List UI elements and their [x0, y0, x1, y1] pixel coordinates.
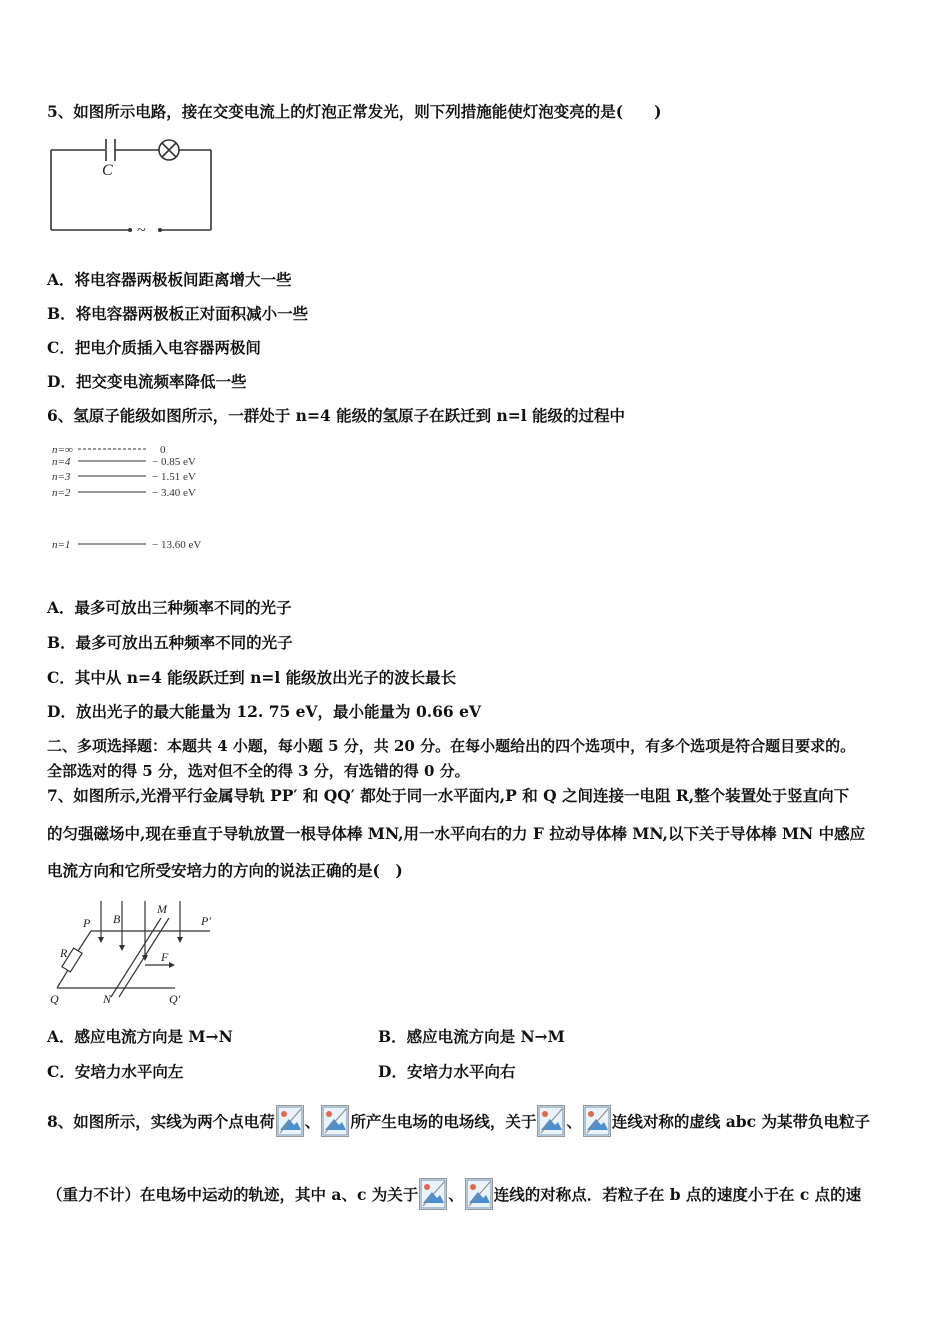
image-placeholder-icon [465, 1178, 493, 1210]
q7-option-c: C．安培力水平向左 [47, 1062, 184, 1081]
energy-level-diagram [48, 440, 228, 560]
q6-option-c: C．其中从 n=4 能级跃迁到 n=l 能级放出光子的波长最长 [47, 668, 457, 687]
label-M: M [157, 902, 167, 916]
capacitor-label: C [102, 162, 113, 179]
level-energy-3: − 1.51 eV [152, 471, 196, 483]
q6-option-d: D．放出光子的最大能量为 12. 75 eV，最小能量为 0.66 eV [47, 702, 481, 721]
level-label-inf: n=∞ [52, 444, 73, 456]
image-placeholder-icon [537, 1105, 565, 1137]
level-label-1: n=1 [52, 539, 71, 551]
section2-line1: 二、多项选择题：本题共 4 小题，每小题 5 分，共 20 分。在每小题给出的四个选项中，有多个选项是符合题目要求的。 [47, 737, 856, 755]
image-placeholder-icon [419, 1178, 447, 1210]
q5-option-c: C．把电介质插入电容器两极间 [47, 338, 261, 357]
q7-option-b: B．感应电流方向是 N→M [378, 1027, 565, 1046]
q8-text-5: 连线的对称点．若粒子在 b 点的速度小于在 c 点的速 [493, 1185, 862, 1204]
q6-stem: 6、氢原子能级如图所示，一群处于 n=4 能级的氢原子在跃迁到 n=l 能级的过程中 [47, 406, 626, 425]
label-P: P [83, 916, 91, 930]
q5-circuit-diagram [45, 135, 220, 240]
q8-text-3: 连线对称的虚线 abc 为某带负电粒子 [611, 1112, 870, 1131]
q8-text-2: 所产生电场的电场线，关于 [350, 1112, 537, 1131]
q8-text-4: （重力不计）在电场中运动的轨迹，其中 a、c 为关于 [47, 1185, 419, 1204]
ac-source-label: ~ [137, 222, 146, 239]
q8-line2 [47, 1178, 861, 1211]
q8-sep-1: 、 [304, 1112, 321, 1131]
q7-line1: 7、如图所示,光滑平行金属导轨 PP′ 和 QQ′ 都处于同一水平面内,P 和 Q 之间连接一电阻 R,整个装置处于竖直向下 [47, 786, 850, 805]
label-F: F [161, 950, 169, 964]
label-N: N [103, 992, 112, 1006]
label-Q: Q [50, 992, 59, 1006]
q8-sep-2: 、 [566, 1112, 582, 1131]
q7-option-d: D．安培力水平向右 [378, 1062, 516, 1081]
label-R: R [60, 946, 68, 960]
q8-sep-3: 、 [448, 1185, 464, 1204]
rail-diagram [45, 893, 225, 1008]
q6-option-a: A．最多可放出三种频率不同的光子 [47, 598, 292, 617]
q5-option-b: B．将电容器两极板正对面积减小一些 [47, 304, 309, 323]
image-placeholder-icon [583, 1105, 611, 1137]
level-label-3: n=3 [52, 471, 71, 483]
level-energy-inf: 0 [160, 444, 166, 456]
q7-option-a: A．感应电流方向是 M→N [47, 1027, 233, 1046]
label-Pprime: P′ [201, 914, 211, 928]
section2-line2: 全部选对的得 5 分，选对但不全的得 3 分，有选错的得 0 分。 [47, 762, 470, 780]
q5-option-a: A．将电容器两极板间距离增大一些 [47, 270, 292, 289]
q7-line3: 电流方向和它所受安培力的方向的说法正确的是( ) [47, 861, 403, 880]
level-energy-1: − 13.60 eV [152, 539, 202, 551]
q5-stem: 5、如图所示电路，接在交变电流上的灯泡正常发光，则下列措施能使灯泡变亮的是( ) [47, 102, 662, 121]
q8-line1 [47, 1105, 870, 1138]
q8-text-1: 8、如图所示，实线为两个点电荷 [47, 1112, 275, 1131]
label-Qprime: Q′ [169, 992, 181, 1006]
image-placeholder-icon [276, 1105, 304, 1137]
image-placeholder-icon [321, 1105, 349, 1137]
label-B: B [113, 912, 121, 926]
q5-option-d: D．把交变电流频率降低一些 [47, 372, 247, 391]
level-energy-2: − 3.40 eV [152, 487, 196, 499]
level-label-2: n=2 [52, 487, 71, 499]
q6-option-b: B．最多可放出五种频率不同的光子 [47, 633, 293, 652]
level-label-4: n=4 [52, 456, 71, 468]
level-energy-4: − 0.85 eV [152, 456, 196, 468]
q7-line2: 的匀强磁场中,现在垂直于导轨放置一根导体棒 MN,用一水平向右的力 F 拉动导体棒 MN,以下关于导体棒 MN 中感应 [47, 824, 866, 843]
